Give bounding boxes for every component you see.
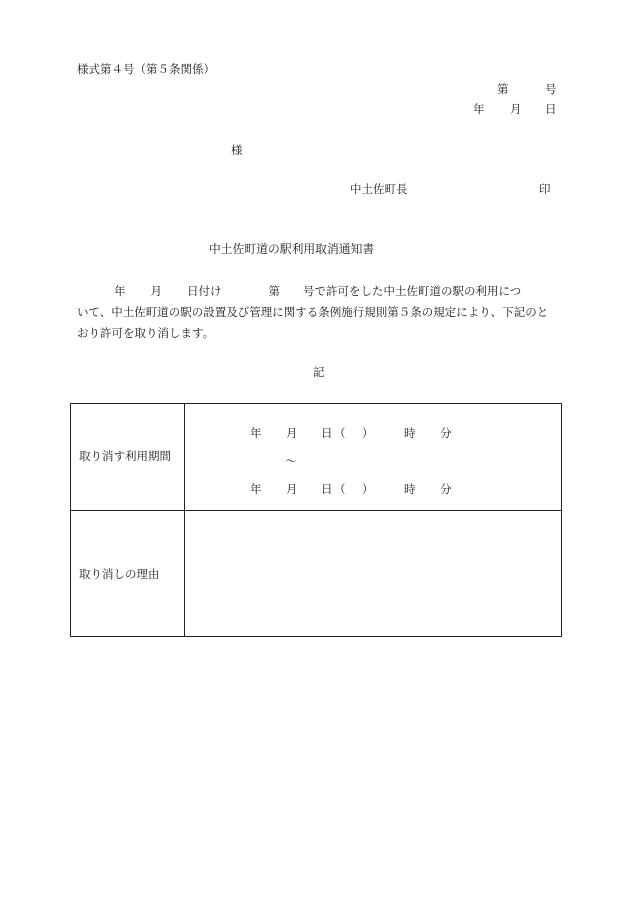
body-date: 日付け bbox=[187, 284, 222, 298]
period-label: 取り消す利用期間 bbox=[79, 449, 171, 463]
document-title: 中土佐町道の駅利用取消通知書 bbox=[209, 242, 375, 256]
end-hour: 時 bbox=[404, 482, 416, 496]
end-day: 日 bbox=[321, 482, 333, 496]
start-day: 日 bbox=[321, 426, 333, 440]
table-row-divider bbox=[71, 510, 561, 511]
end-year: 年 bbox=[250, 482, 262, 496]
body-year: 年 bbox=[114, 284, 126, 298]
end-paren-open: （ bbox=[334, 482, 346, 496]
end-minute: 分 bbox=[440, 482, 452, 496]
body-no: 第 bbox=[268, 284, 280, 298]
date-month: 月 bbox=[510, 102, 522, 116]
issuer-name: 中土佐町長 bbox=[350, 182, 408, 196]
detail-table bbox=[70, 403, 562, 637]
range-tilde: ～ bbox=[285, 454, 297, 468]
doc-number-suffix: 号 bbox=[545, 82, 557, 96]
form-number: 様式第４号（第５条関係） bbox=[77, 62, 215, 76]
date-day: 日 bbox=[545, 102, 557, 116]
date-year: 年 bbox=[473, 102, 485, 116]
start-year: 年 bbox=[250, 426, 262, 440]
end-month: 月 bbox=[286, 482, 298, 496]
start-paren-close: ） bbox=[362, 426, 374, 440]
body-line-2: いて、中土佐町道の駅の設置及び管理に関する条例施行規則第５条の規定により、下記のと bbox=[77, 305, 549, 319]
seal-mark: 印 bbox=[539, 182, 551, 196]
start-month: 月 bbox=[286, 426, 298, 440]
end-paren-close: ） bbox=[362, 482, 374, 496]
doc-number-prefix: 第 bbox=[497, 82, 509, 96]
table-column-divider bbox=[184, 404, 185, 636]
body-month: 月 bbox=[150, 284, 162, 298]
ki-heading: 記 bbox=[313, 365, 325, 379]
body-line-3: おり許可を取り消します。 bbox=[77, 326, 215, 340]
body-line-1 bbox=[77, 286, 521, 298]
reason-label: 取り消しの理由 bbox=[79, 567, 160, 581]
start-paren-open: （ bbox=[334, 426, 346, 440]
addressee-honorific: 様 bbox=[231, 143, 243, 157]
start-hour: 時 bbox=[404, 426, 416, 440]
body-line1-rest: 号で許可をした中土佐町道の駅の利用につ bbox=[303, 284, 522, 298]
start-minute: 分 bbox=[440, 426, 452, 440]
